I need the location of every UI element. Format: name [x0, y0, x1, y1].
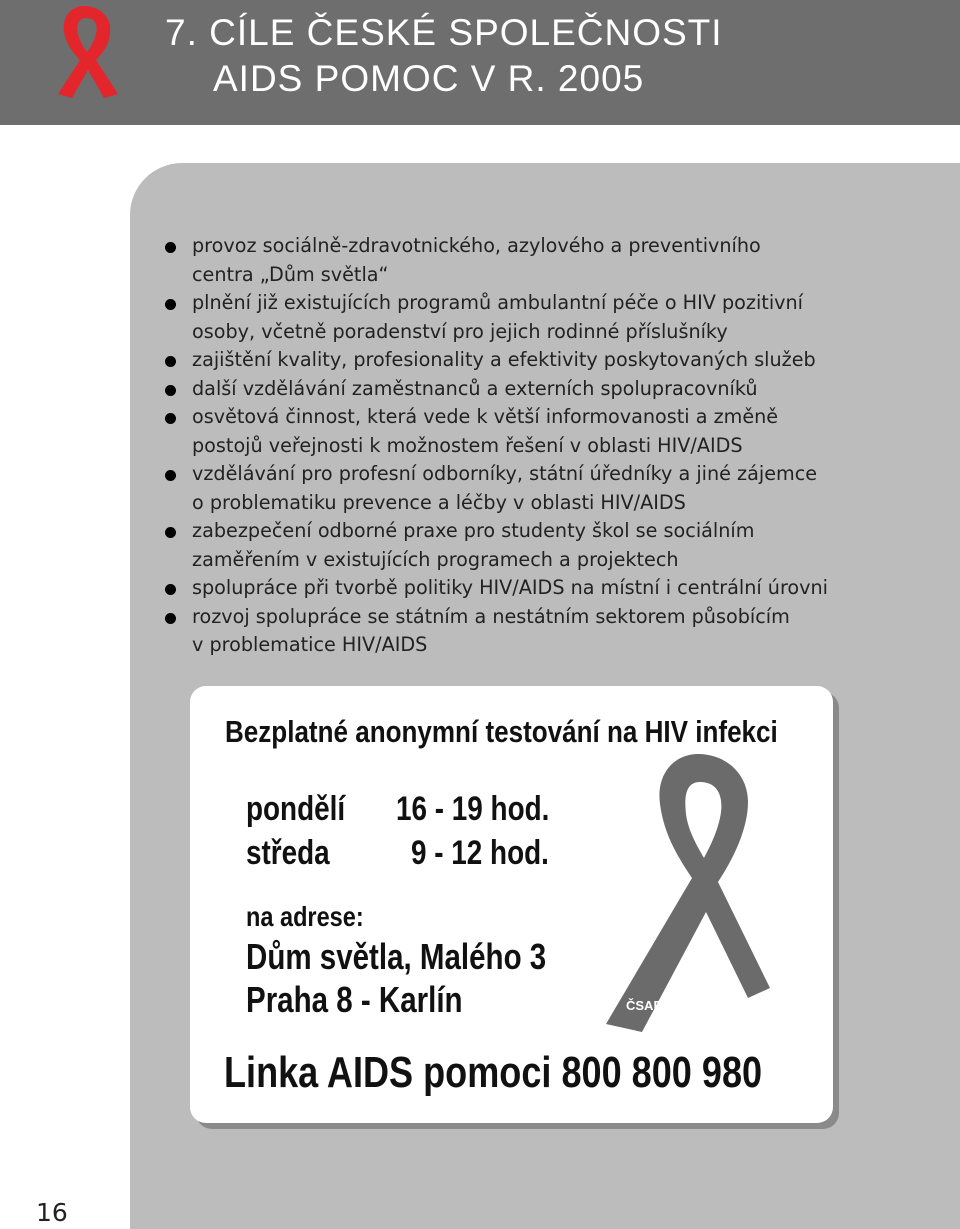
list-item: osvětová činnost, která vede k větší informovanosti a změně postojů veřejnosti k možnostem řešení v oblasti HIV/AIDS: [165, 403, 925, 460]
schedule-day-monday: pondělí: [246, 790, 346, 828]
card-title: Bezplatné anonymní testování na HIV infekci: [225, 714, 778, 749]
schedule-time-wednesday: 9 - 12 hod.: [411, 834, 549, 872]
address-line-2: Praha 8 - Karlín: [246, 979, 463, 1020]
bullet-icon: [165, 413, 176, 424]
bullet-icon: [165, 356, 176, 367]
title-line-1: 7. CÍLE ČESKÉ SPOLEČNOSTI: [165, 12, 723, 53]
goals-list: [165, 232, 925, 660]
page-title: [165, 10, 723, 102]
bullet-icon: [165, 613, 176, 624]
red-ribbon-icon: [40, 2, 130, 98]
csap-logo-label: ČSAP: [626, 998, 663, 1013]
bullet-icon: [165, 470, 176, 481]
address-line-1: Dům světla, Malého 3: [246, 936, 547, 977]
list-item: spolupráce při tvorbě politiky HIV/AIDS na místní i centrální úrovni: [165, 574, 925, 603]
address-label: na adrese:: [246, 901, 364, 932]
bullet-icon: [165, 584, 176, 595]
list-item: plnění již existujících programů ambulantní péče o HIV pozitivní osoby, včetně poradenství pro jejich rodinné příslušníky: [165, 289, 925, 346]
list-item: rozvoj spolupráce se státním a nestátním sektorem působícím v problematice HIV/AIDS: [165, 603, 925, 660]
page-number: 16: [36, 1198, 68, 1227]
list-item: zajištění kvality, profesionality a efektivity poskytovaných služeb: [165, 346, 925, 375]
title-line-2: AIDS POMOC V R. 2005: [213, 58, 645, 99]
bullet-icon: [165, 299, 176, 310]
schedule-day-wednesday: středa: [246, 834, 330, 872]
list-item: další vzdělávání zaměstnanců a externích spolupracovníků: [165, 375, 925, 404]
bullet-icon: [165, 385, 176, 396]
list-item: vzdělávání pro profesní odborníky, státní úředníky a jiné zájemce o problematiku prevence a léčby v oblasti HIV/AIDS: [165, 460, 925, 517]
bullet-icon: [165, 527, 176, 538]
hotline-text: Linka AIDS pomoci 800 800 980: [224, 1048, 763, 1097]
list-item: zabezpečení odborné praxe pro studenty škol se sociálním zaměřením v existujících programech a projektech: [165, 517, 925, 574]
bullet-icon: [165, 242, 176, 253]
schedule-time-monday: 16 - 19 hod.: [396, 790, 550, 828]
list-item: provoz sociálně-zdravotnického, azylového a preventivního centra „Dům světla“: [165, 232, 925, 289]
testing-info-card: [190, 686, 833, 1123]
aids-ribbon-icon: [602, 752, 772, 1032]
page-header: [0, 0, 960, 125]
